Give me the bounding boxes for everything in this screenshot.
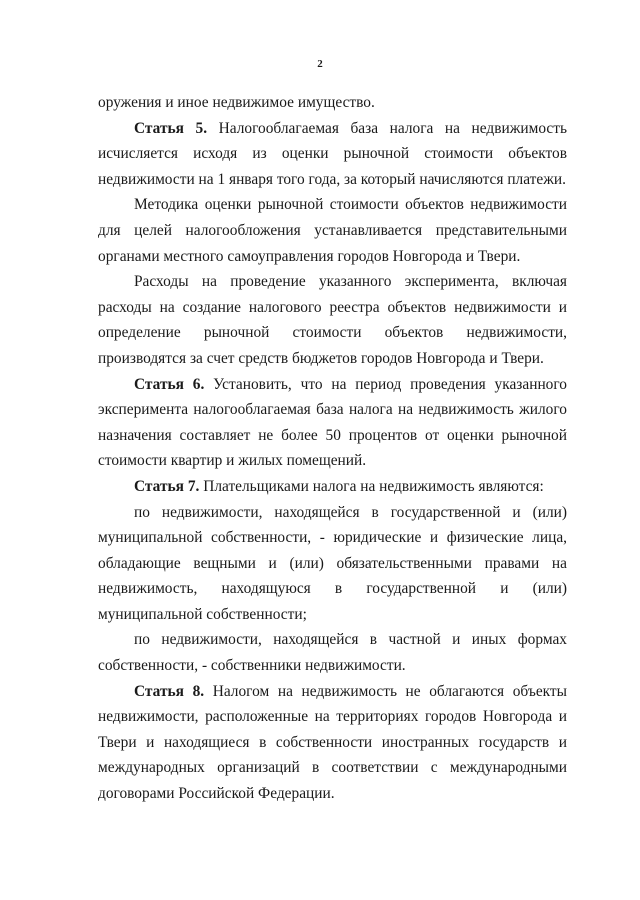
paragraph-text: Плательщиками налога на недвижимость являются: [199, 477, 544, 495]
paragraph-continuation [98, 90, 567, 116]
expenses-paragraph [98, 269, 567, 371]
article-6-paragraph [98, 372, 567, 474]
paragraph-text: по недвижимости, находящейся в государственной и (или) муниципальной собственности, - юридические и физические лица, обладающие вещными и (или) обязательственными правами на недвижимость, находящуюся в государственной и (или) муниципальной собственности; [98, 503, 567, 623]
article-label: Статья 5. [134, 119, 208, 137]
article-label: Статья 8. [134, 682, 205, 700]
private-property-paragraph [98, 627, 567, 678]
page-number: 2 [317, 58, 323, 70]
article-label: Статья 6. [134, 375, 205, 393]
paragraph-text: Методика оценки рыночной стоимости объектов недвижимости для целей налогообложения устанавливается представительными органами местного самоуправления городов Новгорода и Твери. [98, 196, 567, 265]
article-7-paragraph [98, 474, 567, 500]
article-label: Статья 7. [134, 477, 200, 495]
paragraph-text: Налогооблагаемая база налога на недвижимость исчисляется исходя из оценки рыночной стоимости объектов недвижимости на 1 января того года, за который начисляются платежи. [98, 119, 567, 188]
article-8-paragraph [98, 679, 567, 807]
document-body [98, 90, 567, 807]
paragraph-text: Налогом на недвижимость не облагаются объекты недвижимости, расположенные на территориях городов Новгорода и Твери и находящиеся в собственности иностранных государств и международных организаций в соответствии с международными договорами Российской Федерации. [98, 682, 567, 803]
article-5-paragraph [98, 116, 567, 193]
paragraph-text: оружения и иное недвижимое имущество. [98, 94, 375, 111]
paragraph-text: Расходы на проведение указанного эксперимента, включая расходы на создание налогового реестра объектов недвижимости и определение рыночной стоимости объектов недвижимости, производятся за счет средств бюджетов городов Новгорода и Твери. [98, 273, 567, 367]
state-property-paragraph [98, 500, 567, 628]
paragraph-text: по недвижимости, находящейся в частной и иных формах собственности, - собственники недвижимости. [98, 631, 567, 675]
methodology-paragraph [98, 192, 567, 269]
paragraph-text: Установить, что на период проведения указанного эксперимента налогооблагаемая база налога на недвижимость жилого назначения составляет не более 50 процентов от оценки рыночной стоимости квартир и жилых помещений. [98, 375, 567, 470]
